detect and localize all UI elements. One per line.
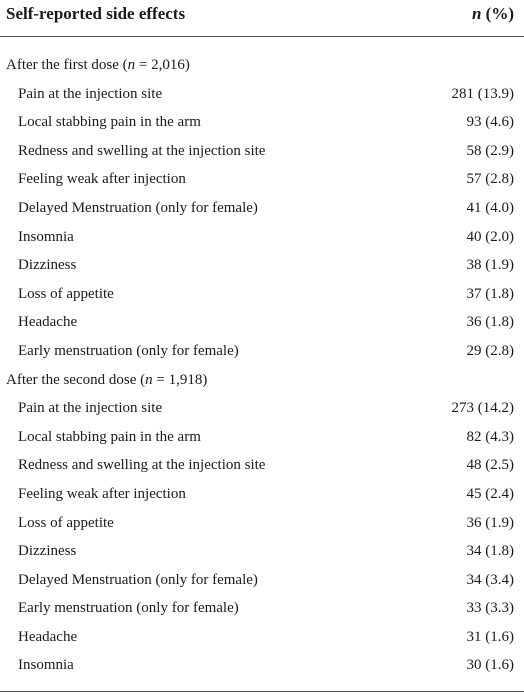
row-label: Loss of appetite [18,285,114,302]
section-header-second-dose [0,366,524,395]
row-value: 34 (1.8) [466,543,514,560]
table-row [0,566,524,595]
table-row [0,594,524,623]
table-body [0,37,524,680]
row-label: Early menstruation (only for female) [18,342,239,359]
table-row [0,251,524,280]
table-row [0,651,524,680]
section-title-n: n [127,57,136,73]
row-label: Headache [18,314,78,331]
row-value: 82 (4.3) [466,428,514,445]
row-label: Local stabbing pain in the arm [18,428,201,445]
row-value: 33 (3.3) [466,600,514,617]
section-title-pre: After the second dose ( [6,371,146,388]
row-label: Delayed Menstruation (only for female) [18,199,258,216]
table-row [0,423,524,452]
header-n: n [471,4,482,23]
row-label: Feeling weak after injection [18,171,186,188]
row-value: 58 (2.9) [466,142,514,159]
row-label: Redness and swelling at the injection site [18,457,266,474]
table-row [0,108,524,137]
table-row [0,480,524,509]
row-value: 93 (4.6) [466,114,514,131]
row-label: Loss of appetite [18,514,114,531]
row-label: Dizziness [18,543,77,560]
row-value: 41 (4.0) [466,199,514,216]
section-header-first-dose [0,51,524,80]
row-value: 273 (14.2) [451,400,514,417]
row-value: 36 (1.8) [466,314,514,331]
row-value: 40 (2.0) [466,228,514,245]
table-row [0,623,524,652]
table-row [0,509,524,538]
row-value: 31 (1.6) [466,628,514,645]
table-row [0,394,524,423]
table-row [0,337,524,366]
row-value: 30 (1.6) [466,657,514,674]
row-label: Local stabbing pain in the arm [18,114,201,131]
table-row [0,194,524,223]
row-label: Early menstruation (only for female) [18,600,239,617]
row-label: Pain at the injection site [18,85,163,102]
row-label: Redness and swelling at the injection site [18,142,266,159]
row-label: Feeling weak after injection [18,485,186,502]
table-row [0,308,524,337]
table-bottom-rule [0,691,524,692]
section-title-pre: After the first dose ( [6,57,128,73]
row-value: 45 (2.4) [466,485,514,502]
row-value: 37 (1.8) [466,285,514,302]
header-percent: (%) [481,4,514,23]
row-label: Insomnia [18,228,74,245]
row-value: 36 (1.9) [466,514,514,531]
row-value: 281 (13.9) [451,85,514,102]
row-label: Insomnia [18,657,74,674]
table-row [0,451,524,480]
row-value: 57 (2.8) [466,171,514,188]
table-row [0,165,524,194]
section-title-n: n [145,371,153,388]
table-row [0,137,524,166]
row-label: Pain at the injection site [18,400,163,417]
row-value: 38 (1.9) [466,257,514,274]
table-row [0,537,524,566]
row-label: Delayed Menstruation (only for female) [18,571,258,588]
table-header [0,0,524,37]
table-row [0,280,524,309]
section-title-post: = 1,918) [152,371,208,388]
table-row [0,80,524,109]
section-title-post: = 2,016) [135,57,190,73]
row-value: 29 (2.8) [466,342,514,359]
row-label: Headache [18,628,78,645]
header-n-percent [472,4,514,24]
header-side-effects: Self-reported side effects [6,4,186,23]
row-value: 48 (2.5) [466,457,514,474]
row-label: Dizziness [18,257,77,274]
table-row [0,223,524,252]
row-value: 34 (3.4) [466,571,514,588]
